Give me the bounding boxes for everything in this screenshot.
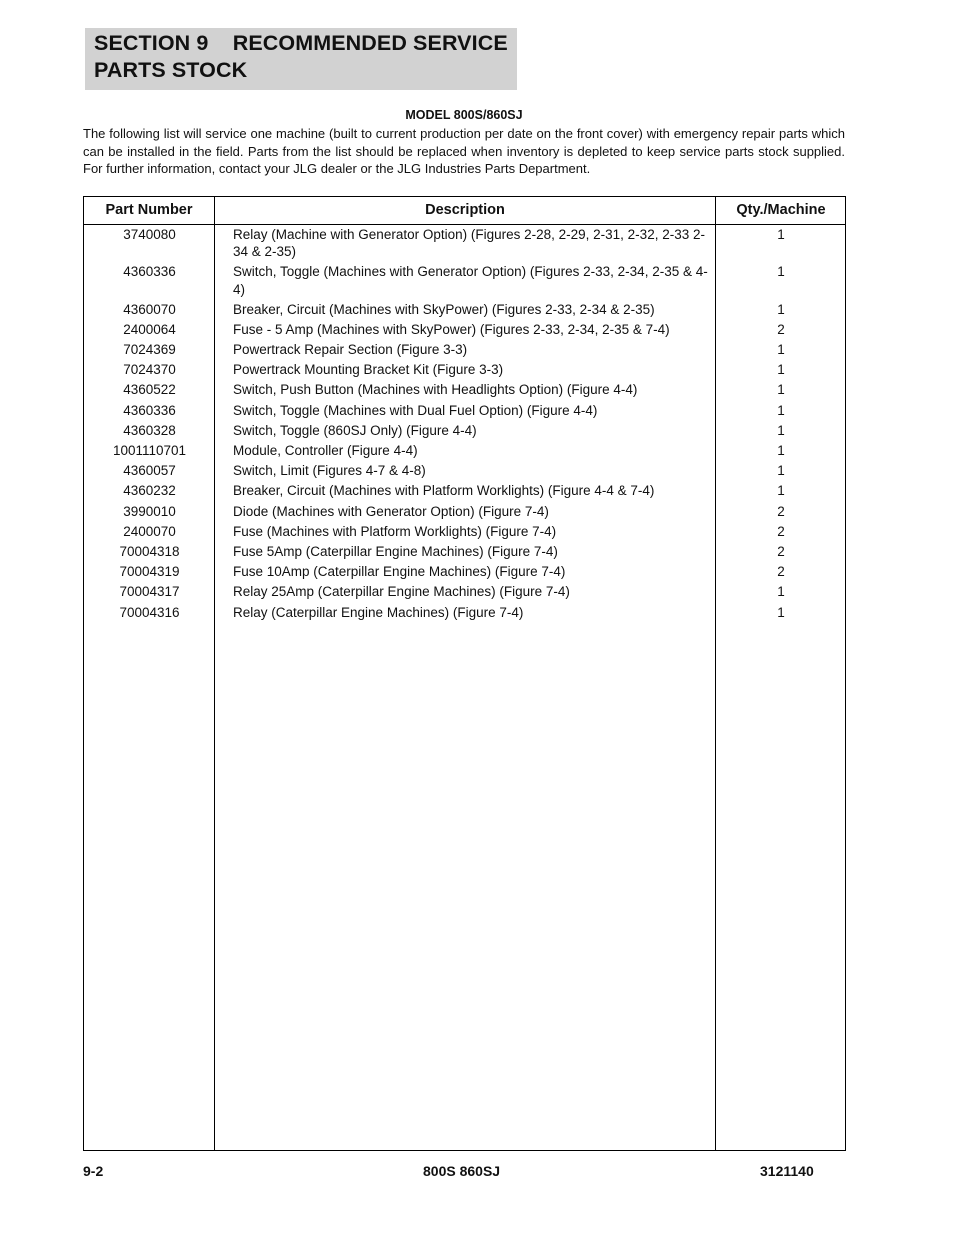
description-cell: Switch, Limit (Figures 4-7 & 4-8) [233, 463, 426, 479]
part-number-cell: 1001110701 [112, 443, 187, 459]
description-cell: Switch, Toggle (Machines with Generator Option) (Figures 2-33, 2-34, 2-35 & 4-4) [233, 264, 708, 297]
parts-table [83, 196, 846, 1151]
part-number-cell: 4360232 [123, 483, 176, 499]
description-cell: Switch, Toggle (Machines with Dual Fuel Option) (Figure 4-4) [233, 402, 598, 418]
qty-cell: 1 [777, 584, 785, 600]
description-cell: Fuse (Machines with Platform Worklights) (Figure 7-4) [233, 523, 557, 539]
intro-paragraph: The following list will service one machine (built to current production per date on the front cover) with emergency repair parts which can be installed in the field. Parts from the list should be replaced when inventory is depleted to keep service parts stock supplied. For further information, contact your JLG dealer or the JLG Industries Parts Department. [83, 126, 845, 177]
qty-cell: 1 [777, 227, 785, 242]
qty-cell: 1 [777, 463, 785, 479]
part-number-cell: 4360336 [123, 402, 176, 418]
table-row [84, 422, 845, 439]
table-row [84, 381, 845, 398]
description-cell: Diode (Machines with Generator Option) (Figure 7-4) [233, 503, 549, 519]
qty-cell: 1 [777, 422, 785, 438]
table-body [84, 226, 845, 621]
qty-cell: 1 [777, 382, 785, 398]
qty-cell: 2 [777, 544, 785, 560]
description-cell: Relay (Caterpillar Engine Machines) (Figure 7-4) [233, 604, 524, 620]
table-row [84, 226, 845, 261]
qty-cell: 2 [777, 523, 785, 539]
table-row [84, 543, 845, 560]
qty-cell: 2 [777, 503, 785, 519]
qty-cell: 1 [777, 483, 785, 499]
part-number-cell: 4360336 [123, 264, 176, 280]
part-number-cell: 7024369 [123, 342, 176, 358]
part-number-cell: 4360522 [123, 382, 176, 398]
qty-cell: 1 [777, 264, 785, 280]
qty-cell: 2 [777, 564, 785, 580]
section-heading-line-2: PARTS STOCK [94, 58, 248, 82]
qty-cell: 1 [777, 342, 785, 358]
table-row [84, 341, 845, 358]
footer-model: 800S 860SJ [423, 1163, 501, 1179]
table-row [84, 583, 845, 600]
table-row [84, 462, 845, 479]
part-number-cell: 70004317 [119, 584, 180, 600]
description-cell: Fuse 10Amp (Caterpillar Engine Machines) (Figure 7-4) [233, 564, 566, 580]
table-row [84, 563, 845, 580]
header-part-number: Part Number [105, 202, 193, 218]
footer-doc-number: 3121140 [760, 1163, 814, 1179]
part-number-cell: 70004319 [119, 564, 180, 580]
qty-cell: 2 [777, 321, 785, 337]
description-cell: Fuse - 5 Amp (Machines with SkyPower) (Figures 2-33, 2-34, 2-35 & 7-4) [233, 321, 670, 337]
description-cell: Module, Controller (Figure 4-4) [233, 443, 418, 459]
part-number-cell: 7024370 [123, 362, 176, 378]
part-number-cell: 2400070 [123, 523, 176, 539]
table-row [84, 321, 845, 338]
table-row [84, 402, 845, 419]
part-number-cell: 4360328 [123, 422, 176, 438]
table-row [84, 301, 845, 318]
part-number-cell: 70004318 [119, 544, 180, 560]
part-number-cell: 4360070 [123, 301, 176, 317]
description-cell: Powertrack Mounting Bracket Kit (Figure 3-3) [233, 362, 504, 378]
table-row [84, 482, 845, 499]
table-row [84, 523, 845, 540]
qty-cell: 1 [777, 402, 785, 418]
page-number: 9-2 [83, 1163, 104, 1179]
table-row [84, 442, 845, 459]
qty-cell: 1 [777, 301, 785, 317]
qty-cell: 1 [777, 604, 785, 620]
description-cell: Switch, Toggle (860SJ Only) (Figure 4-4) [233, 422, 477, 438]
section-heading [85, 28, 517, 90]
part-number-cell: 2400064 [123, 321, 176, 337]
model-title: MODEL 800S/860SJ [405, 108, 523, 122]
part-number-cell: 3740080 [123, 227, 176, 242]
part-number-cell: 3990010 [123, 503, 176, 519]
part-number-cell: 4360057 [123, 463, 176, 479]
header-description: Description [425, 202, 505, 218]
part-number-cell: 70004316 [119, 604, 180, 620]
description-cell: Switch, Push Button (Machines with Headlights Option) (Figure 4-4) [233, 382, 638, 398]
section-heading-line-1: SECTION 9 RECOMMENDED SERVICE [94, 31, 508, 55]
table-row [84, 361, 845, 378]
qty-cell: 1 [777, 362, 785, 378]
description-cell: Powertrack Repair Section (Figure 3-3) [233, 342, 468, 358]
qty-cell: 1 [777, 443, 785, 459]
description-cell: Relay (Machine with Generator Option) (Figures 2-28, 2-29, 2-31, 2-32, 2-33 2-34 & 2-35) [233, 227, 705, 260]
header-qty-machine: Qty./Machine [736, 202, 826, 218]
table-row [84, 604, 845, 621]
description-cell: Relay 25Amp (Caterpillar Engine Machines) (Figure 7-4) [233, 584, 570, 600]
table-row [84, 263, 845, 298]
description-cell: Fuse 5Amp (Caterpillar Engine Machines) (Figure 7-4) [233, 544, 558, 560]
header-divider [84, 224, 845, 225]
description-cell: Breaker, Circuit (Machines with SkyPower) (Figures 2-33, 2-34 & 2-35) [233, 301, 655, 317]
table-row [84, 503, 845, 520]
description-cell: Breaker, Circuit (Machines with Platform Worklights) (Figure 4-4 & 7-4) [233, 483, 655, 499]
